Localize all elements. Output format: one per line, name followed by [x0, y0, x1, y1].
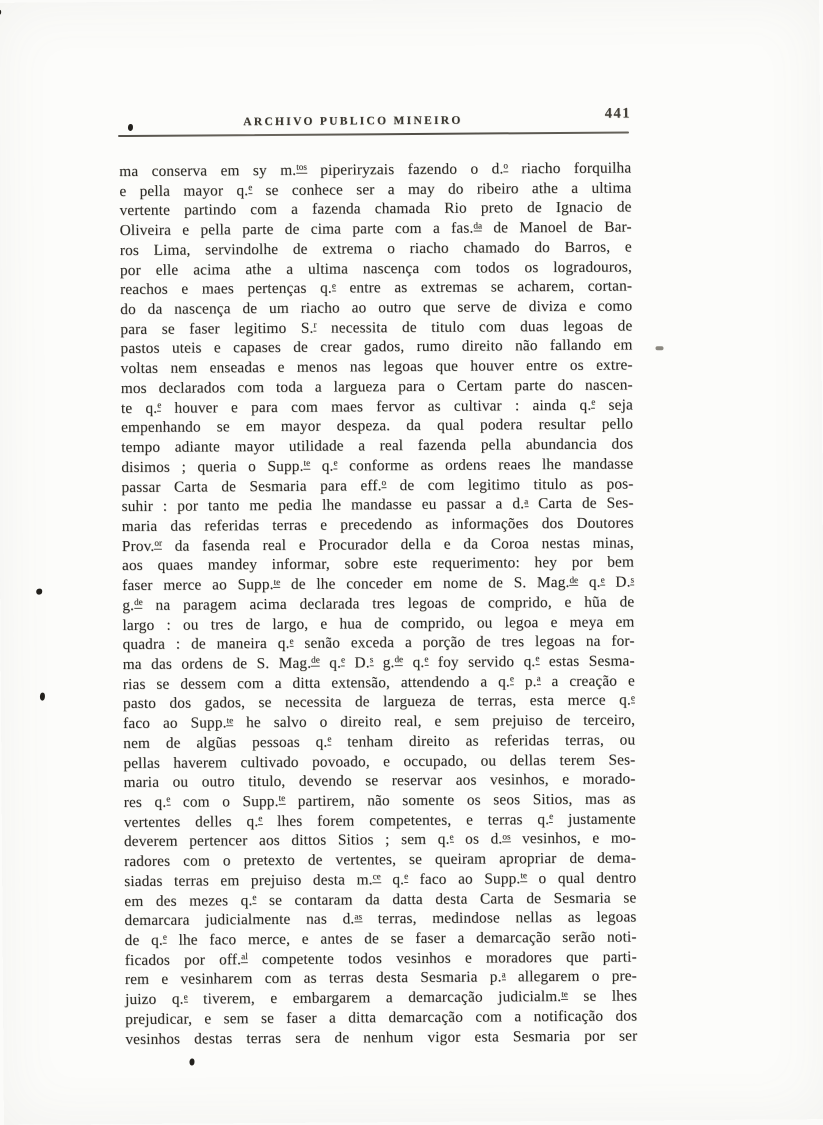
- text-line: demarcara judicialmente nas d.$^{as}$ terras, medindose nellas as legoas: [124, 908, 637, 930]
- text-line: tempo adiante mayor utilidade a real fazenda pella abundancia dos: [121, 435, 634, 457]
- ink-speck: [189, 1059, 194, 1066]
- running-header-title: ARCHIVO PUBLICO MINEIRO: [243, 114, 463, 129]
- text-line: maria das referidas terras e precedendo as informações dos Doutores: [121, 514, 634, 535]
- text-line: passar Carta de Sesmaria para eff.$^o$ de com legitimo titulo as pos-: [121, 474, 634, 496]
- ink-speck: [656, 346, 664, 350]
- ink-speck: [0, 10, 1, 15]
- text-line: voltas nem enseadas e menos nas legoas que houver entre os extre-: [120, 356, 633, 378]
- text-line: nem de algũas pessoas q.$^e$ tenham direito as referidas terras, ou: [123, 731, 636, 752]
- text-line: te q.$^e$ houver e para com maes fervor as cultivar : ainda q.$^e$ seja: [120, 396, 633, 417]
- text-line: Oliveira e pella parte de cima parte com a fas.$^{da}$ de Manoel de Bar-: [119, 218, 632, 240]
- header-rule: [118, 131, 629, 137]
- text-line: radores com o pretexto de vertentes, se queiram apropriar de dema-: [124, 849, 637, 871]
- text-line: juizo q.$^e$ tiverem, e embargarem a demarcação judicialm.$^{te}$ se lhes: [124, 987, 638, 1009]
- text-line: faser merce ao Supp.$^{te}$ de lhe conceder em nome de S. Mag.$^{de}$ q.$^e$ D.$^s$: [122, 573, 635, 595]
- text-line: pasto dos gados, se necessita de largueza de terras, esta merce q.$^e$: [122, 691, 635, 713]
- text-block: [119, 158, 637, 1049]
- text-line: de q.$^e$ lhe faco merce, e antes de se faser a demarcação serão noti-: [124, 928, 637, 950]
- text-line: disimos ; queria o Supp.$^{te}$ q.$^e$ conforme as ordens reaes lhe mandasse: [121, 455, 634, 476]
- ink-speck: [36, 589, 42, 595]
- page-number: 441: [604, 105, 632, 122]
- text-line: para se faser legitimo S.$^r$ necessita de titulo com duas legoas de: [120, 317, 633, 338]
- text-line: deverem pertencer aos dittos Sitios ; sem q.$^e$ os d.$^{os}$ vesinhos, e mo-: [123, 829, 637, 851]
- text-line: siadas terras em prejuiso desta m.$^{ce}$ q.$^e$ faco ao Supp.$^{te}$ o qual dentro: [124, 869, 637, 890]
- text-line: vertentes delles q.$^e$ lhes forem competentes, e terras q.$^e$ justamente: [123, 810, 636, 831]
- text-line: maria ou outro titulo, devendo se reservar aos vesinhos, e morado-: [123, 770, 636, 792]
- text-line: ficados por off.$^{al}$ competente todos vesinhos e moradores que parti-: [124, 948, 637, 969]
- text-line: Prov.$^{or}$ da fasenda real e Procurador della e da Coroa nestas minas,: [121, 534, 634, 555]
- text-line: ma das ordens de S. Mag.$^{de}$ q.$^e$ D.$^s$ g.$^{de}$ q.$^e$ foy servido q.$^e$ estas Sesma-: [122, 652, 635, 673]
- text-line: do da nascença de um riacho ao outro que serve de diviza e como: [120, 297, 633, 319]
- text-line: suhir : por tanto me pedia lhe mandasse eu passar a d.$^a$ Carta de Ses-: [121, 494, 634, 516]
- text-line: prejudicar, e sem se faser a ditta demarcação com a notificação dos: [125, 1007, 638, 1028]
- text-line: em des mezes q.$^e$ se contaram da datta desta Carta de Sesmaria se: [124, 889, 637, 910]
- text-line: ma conserva em sy m.$^{tos}$ piperiryzais fazendo o d.$^o$ riacho forquilha: [119, 159, 632, 181]
- text-line: faco ao Supp.$^{te}$ he salvo o direito real, e sem prejuiso de terceiro,: [123, 711, 636, 733]
- text-line: pellas haverem cultivado povoado, e occupado, ou dellas terem Ses-: [123, 751, 636, 772]
- text-line: empenhando se em mayor despeza. da qual podera resultar pello: [121, 415, 634, 437]
- text-line: largo : ou tres de largo, e hua de comprido, ou legoa e meya em: [122, 612, 635, 634]
- text-line: vesinhos destas terras sera de nenhum vigor esta Sesmaria por ser: [125, 1027, 638, 1048]
- text-line: pastos uteis e capases de crear gados, rumo direito não fallando em: [120, 336, 633, 358]
- text-line: ros Lima, servindolhe de extrema o riacho chamado do Barros, e: [119, 238, 632, 259]
- text-line: e pella mayor q.$^e$ se conhece ser a may do ribeiro athe a ultima: [119, 179, 632, 200]
- text-line: reachos e maes pertenças q.$^e$ entre as extremas se acharem, cortan-: [120, 277, 633, 299]
- text-line: mos declarados com toda a largueza para o Certam parte do nascen-: [120, 376, 633, 397]
- text-line: por elle acima athe a ultima nascença com todos os logradouros,: [119, 258, 633, 279]
- text-line: rias se dessem com a ditta extensão, attendendo a q.$^e$ p.$^a$ a creação e: [122, 672, 635, 693]
- text-line: rem e vesinharem com as terras desta Sesmaria p.$^a$ allegarem o pre-: [124, 967, 637, 989]
- text-line: vertente partindo com a fazenda chamada Rio preto de Ignacio de: [119, 198, 632, 220]
- text-line: res q.$^e$ com o Supp.$^{te}$ partirem, não somente os seos Sitios, mas as: [123, 790, 636, 812]
- ink-speck: [40, 693, 45, 701]
- text-line: g.$^{de}$ na paragem acima declarada tres legoas de comprido, e hũa de: [122, 593, 635, 614]
- text-line: aos quaes mandey informar, sobre este requerimento: hey por bem: [121, 553, 635, 575]
- text-line: quadra : de maneira q.$^e$ senão exceda a porção de tres legoas na for-: [122, 632, 635, 654]
